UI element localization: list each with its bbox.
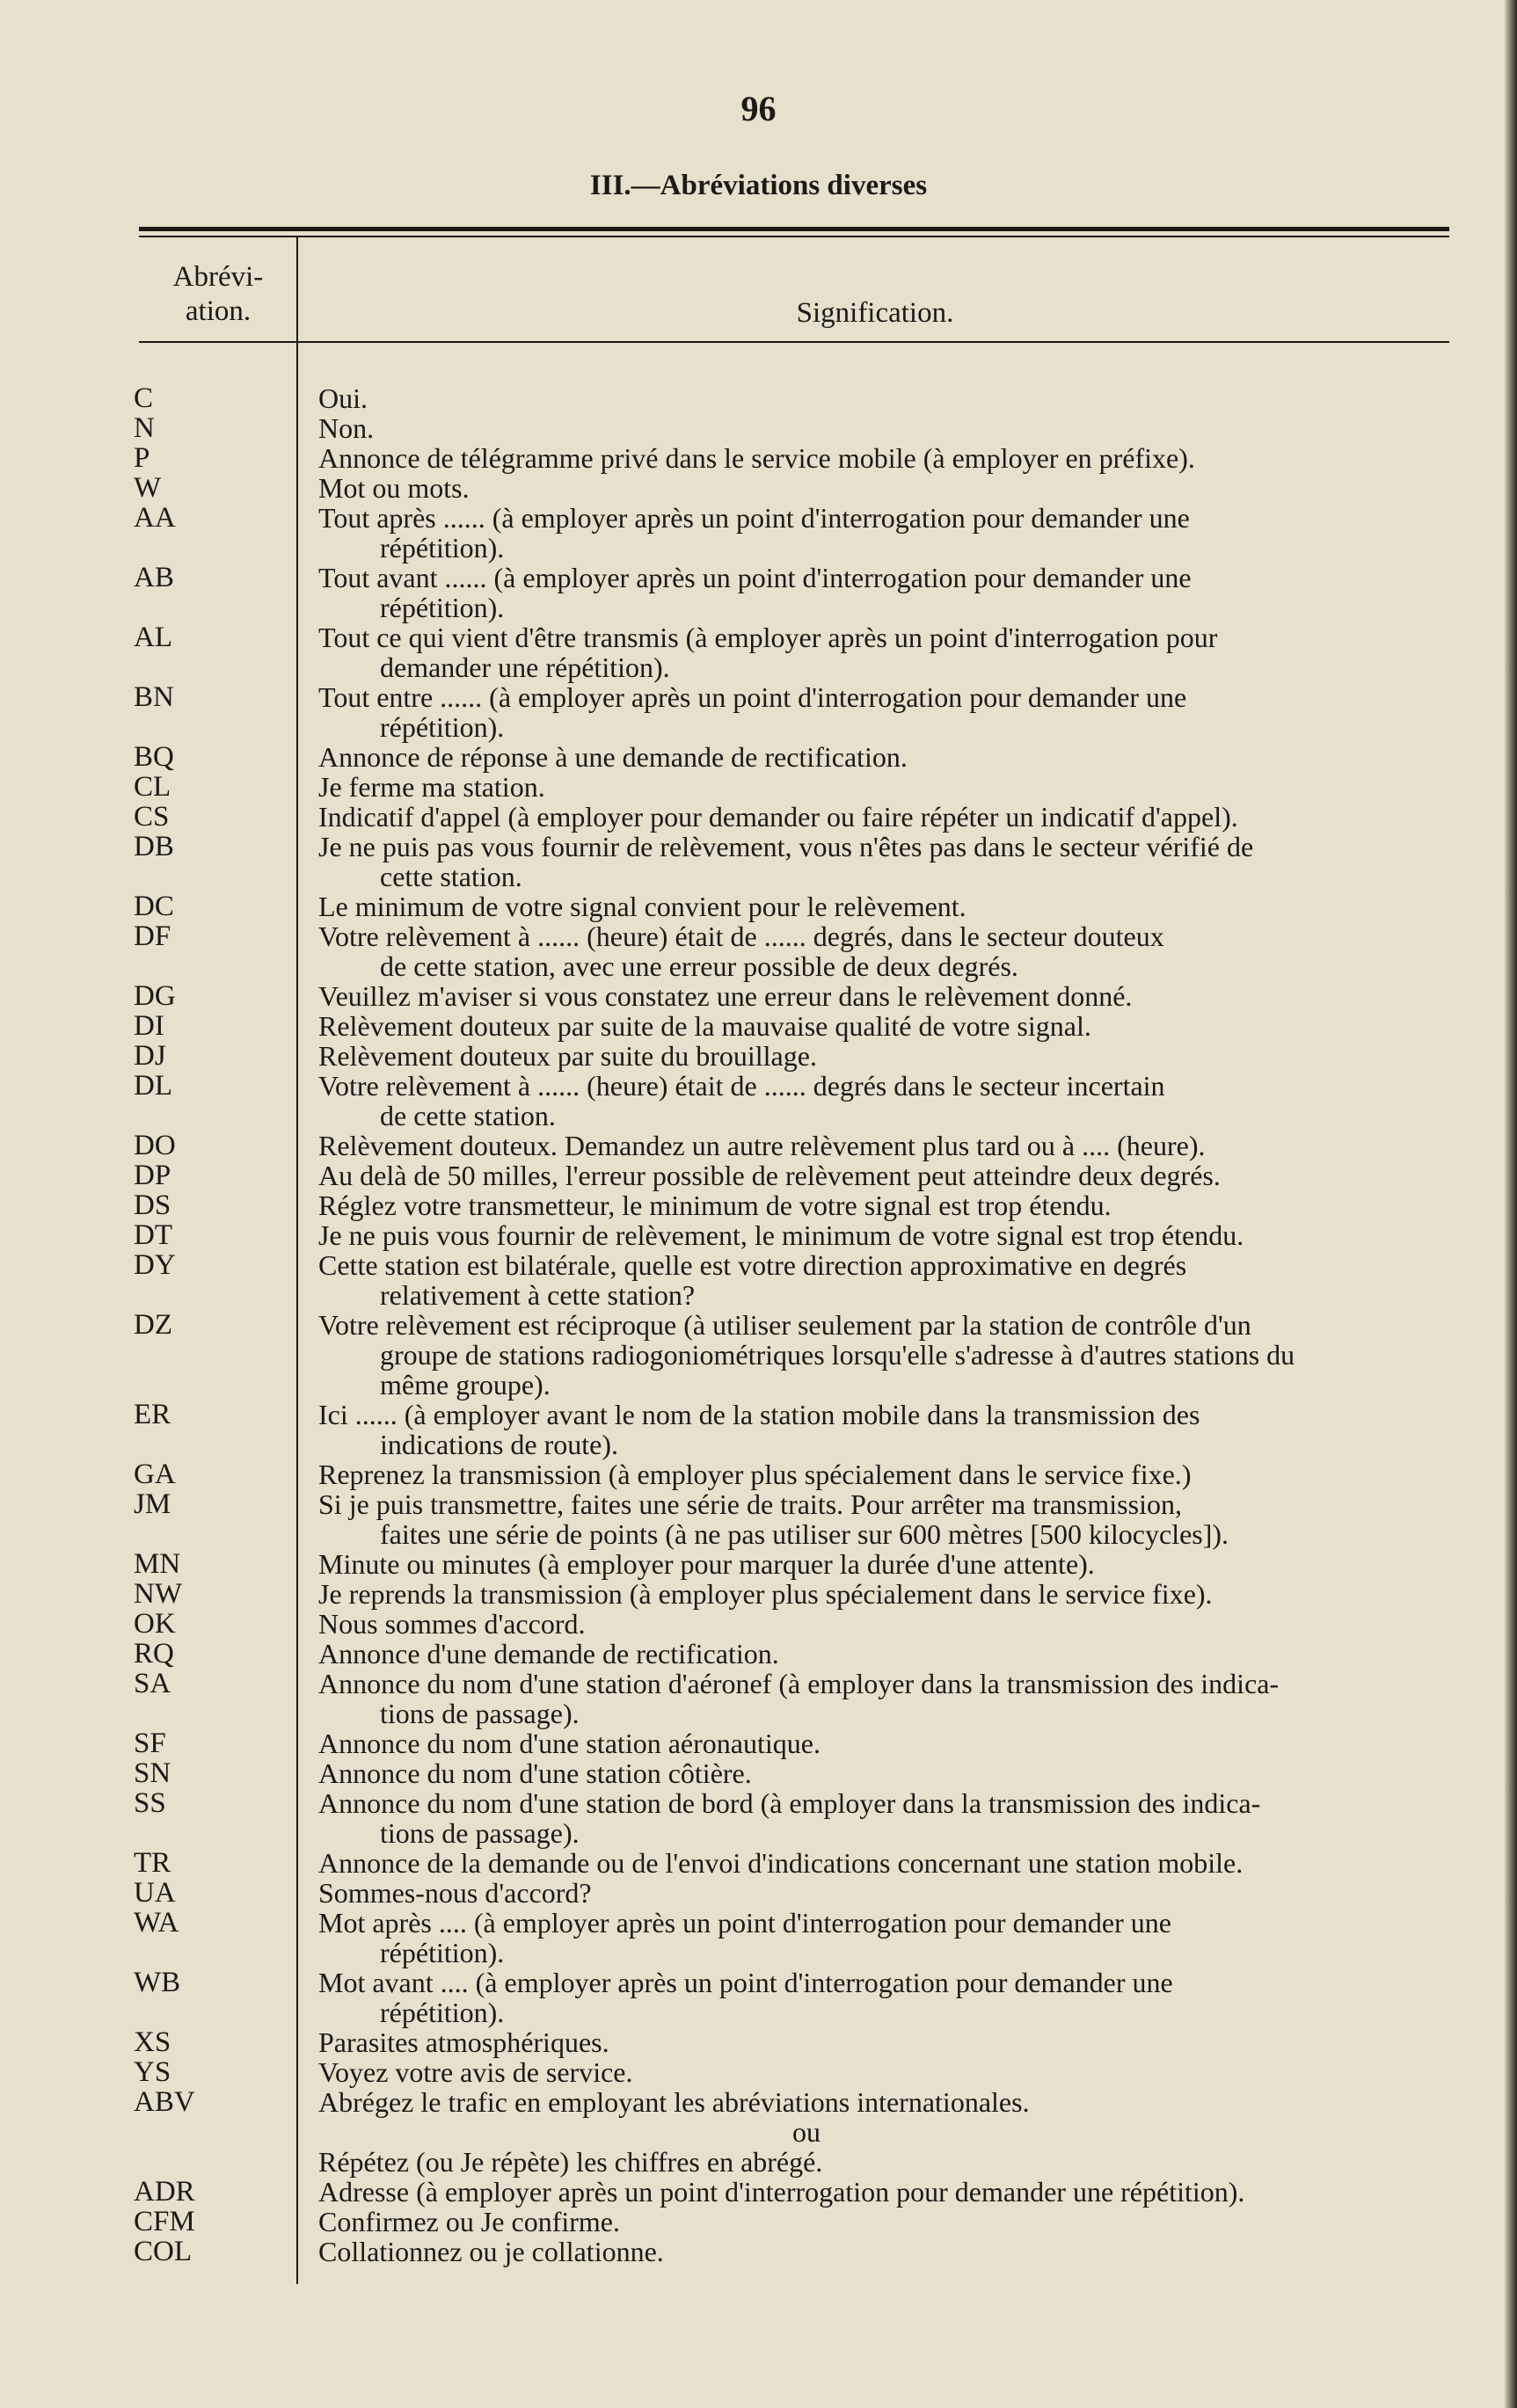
abbreviation-meaning xyxy=(311,413,1453,443)
abbreviation-code: XS xyxy=(134,2026,171,2058)
table-row xyxy=(0,2207,1517,2237)
meaning-line: Annonce de la demande ou de l'envoi d'indications concernant une station mobile. xyxy=(318,1847,1244,1879)
table-row xyxy=(0,1041,1517,1071)
meaning-line: Adresse (à employer après un point d'interrogation pour demander une répétition). xyxy=(318,2176,1245,2208)
abbreviation-meaning xyxy=(311,1669,1453,1728)
abbreviation-code: MN xyxy=(134,1548,181,1580)
table-row xyxy=(0,1250,1517,1310)
table-row xyxy=(0,1400,1517,1459)
abbreviation-code: SA xyxy=(134,1668,171,1699)
abbreviation-meaning xyxy=(311,802,1453,832)
abbreviation-meaning xyxy=(311,1878,1453,1908)
abbreviation-code: TR xyxy=(134,1847,171,1879)
meaning-line: Annonce de réponse à une demande de rectification. xyxy=(318,741,908,773)
abbreviation-meaning xyxy=(311,2237,1453,2266)
table-row xyxy=(0,1848,1517,1878)
abbreviation-code: NW xyxy=(134,1578,182,1610)
abbreviation-meaning xyxy=(311,2087,1453,2177)
meaning-line: Annonce du nom d'une station aéronautique. xyxy=(318,1728,820,1759)
abbreviation-code: YS xyxy=(134,2056,171,2088)
abbreviation-code: CL xyxy=(134,771,171,803)
abbreviation-meaning xyxy=(311,503,1453,563)
meaning-line: Je ne puis vous fournir de relèvement, le minimum de votre signal est trop étendu. xyxy=(318,1219,1244,1251)
abbreviation-meaning xyxy=(311,1160,1453,1190)
meaning-line: relativement à cette station? xyxy=(380,1279,696,1311)
meaning-line: Mot après .... (à employer après un point d'interrogation pour demander une xyxy=(318,1907,1171,1939)
abbreviation-meaning xyxy=(311,1609,1453,1639)
abbreviation-code: CFM xyxy=(134,2206,195,2237)
abbreviation-code: DT xyxy=(134,1219,172,1251)
table-row xyxy=(0,2237,1517,2266)
table-row xyxy=(0,2177,1517,2207)
table-row xyxy=(0,622,1517,682)
abbreviation-code: N xyxy=(134,412,155,444)
abbreviation-meaning xyxy=(311,563,1453,622)
abbreviation-meaning xyxy=(311,443,1453,473)
abbreviation-code: DC xyxy=(134,891,174,922)
abbreviation-code: AA xyxy=(134,502,176,534)
abbreviation-meaning xyxy=(311,622,1453,682)
abbreviation-meaning xyxy=(311,1041,1453,1071)
top-rule xyxy=(139,227,1449,231)
meaning-line: Je ne puis pas vous fournir de relèvement, vous n'êtes pas dans le secteur vérifié de xyxy=(318,831,1254,862)
meaning-line: Je ferme ma station. xyxy=(318,771,545,803)
abbreviation-code: SN xyxy=(134,1757,171,1789)
meaning-line: de cette station, avec une erreur possible de deux degrés. xyxy=(380,950,1018,982)
table-row xyxy=(0,383,1517,413)
table-row xyxy=(0,1609,1517,1639)
abbreviation-code: OK xyxy=(134,1608,176,1640)
meaning-line: Ici ...... (à employer avant le nom de la station mobile dans la transmission des xyxy=(318,1399,1200,1430)
abbreviation-code: DY xyxy=(134,1249,176,1281)
abbreviation-meaning xyxy=(311,1310,1453,1400)
table-row xyxy=(0,1310,1517,1400)
abbreviation-meaning xyxy=(311,1489,1453,1549)
meaning-line: Sommes-nous d'accord? xyxy=(318,1877,592,1909)
meaning-line: Je reprends la transmission (à employer plus spécialement dans le service fixe). xyxy=(318,1578,1213,1610)
meaning-line: Relèvement douteux. Demandez un autre relèvement plus tard ou à .... (heure). xyxy=(318,1130,1206,1161)
table-row xyxy=(0,682,1517,742)
table-row xyxy=(0,1639,1517,1669)
abbreviation-code: GA xyxy=(134,1459,176,1490)
abbreviation-code: DB xyxy=(134,831,174,862)
table-row xyxy=(0,2087,1517,2177)
meaning-line: de cette station. xyxy=(380,1100,556,1131)
meaning-line: Le minimum de votre signal convient pour le relèvement. xyxy=(318,891,966,922)
abbreviation-meaning xyxy=(311,981,1453,1011)
meaning-line: Votre relèvement est réciproque (à utiliser seulement par la station de contrôle d'un xyxy=(318,1309,1251,1341)
table-row xyxy=(0,1758,1517,1788)
table-row xyxy=(0,1071,1517,1131)
meaning-line: Annonce de télégramme privé dans le service mobile (à employer en préfixe). xyxy=(318,442,1195,474)
abbreviation-meaning xyxy=(311,1131,1453,1160)
abbreviation-code: BQ xyxy=(134,741,174,773)
meaning-line: Relèvement douteux par suite du brouillage. xyxy=(318,1040,817,1072)
table-row xyxy=(0,921,1517,981)
meaning-line: Au delà de 50 milles, l'erreur possible de relèvement peut atteindre deux degrés. xyxy=(318,1160,1221,1191)
abbreviation-meaning xyxy=(311,1579,1453,1609)
header-rule xyxy=(139,341,1449,343)
table-row xyxy=(0,742,1517,772)
table-row xyxy=(0,1788,1517,1848)
abbreviation-meaning xyxy=(311,772,1453,802)
table-row xyxy=(0,1669,1517,1728)
meaning-line: Annonce du nom d'une station de bord (à employer dans la transmission des indica- xyxy=(318,1787,1261,1819)
abbreviation-code: DG xyxy=(134,980,176,1012)
top-rule-thin xyxy=(139,236,1449,237)
abbreviation-meaning xyxy=(311,1549,1453,1579)
abbreviation-meaning xyxy=(311,2177,1453,2207)
abbreviation-meaning xyxy=(311,1400,1453,1459)
abbreviation-code: ADR xyxy=(134,2176,195,2208)
table-row xyxy=(0,1459,1517,1489)
abbreviation-code: AB xyxy=(134,562,174,593)
meaning-line: ou xyxy=(792,2116,820,2148)
meaning-line: Abrégez le trafic en employant les abréviations internationales. xyxy=(318,2086,1030,2118)
meaning-line: groupe de stations radiogoniométriques lorsqu'elle s'adresse à d'autres stations du xyxy=(380,1339,1295,1371)
abbreviation-code: RQ xyxy=(134,1638,174,1670)
meaning-line: Voyez votre avis de service. xyxy=(318,2056,633,2088)
abbreviation-meaning xyxy=(311,832,1453,891)
meaning-line: faites une série de points (à ne pas utiliser sur 600 mètres [500 kilocycles]). xyxy=(380,1518,1229,1550)
abbreviation-code: DO xyxy=(134,1130,176,1161)
column-header-abbreviation: Abrévi-ation. xyxy=(172,261,264,327)
abbreviation-table xyxy=(0,383,1517,2266)
table-row xyxy=(0,1549,1517,1579)
meaning-line: Votre relèvement à ...... (heure) était de ...... degrés, dans le secteur douteux xyxy=(318,920,1164,952)
meaning-line: cette station. xyxy=(380,861,522,892)
abbreviation-code: SF xyxy=(134,1728,166,1759)
abbreviation-meaning xyxy=(311,1459,1453,1489)
meaning-line: répétition). xyxy=(380,592,505,623)
abbreviation-code: W xyxy=(134,472,162,504)
abbreviation-code: AL xyxy=(134,622,172,653)
meaning-line: Oui. xyxy=(318,382,368,414)
meaning-line: Tout ce qui vient d'être transmis (à employer après un point d'interrogation pour xyxy=(318,622,1218,653)
abbreviation-code: UA xyxy=(134,1877,176,1909)
abbreviation-meaning xyxy=(311,473,1453,503)
meaning-line: Relèvement douteux par suite de la mauvaise qualité de votre signal. xyxy=(318,1010,1091,1042)
table-row xyxy=(0,891,1517,921)
abbreviation-code: DZ xyxy=(134,1309,172,1341)
abbreviation-code: DI xyxy=(134,1010,164,1042)
abbreviation-meaning xyxy=(311,1190,1453,1220)
meaning-line: tions de passage). xyxy=(380,1698,580,1729)
abbreviation-code: DS xyxy=(134,1189,171,1221)
abbreviation-code: WA xyxy=(134,1907,179,1939)
table-row xyxy=(0,473,1517,503)
meaning-line: Non. xyxy=(318,412,375,444)
abbreviation-code: BN xyxy=(134,681,174,713)
meaning-line: Reprenez la transmission (à employer plus spécialement dans le service fixe.) xyxy=(318,1459,1192,1490)
table-row xyxy=(0,503,1517,563)
table-row xyxy=(0,443,1517,473)
abbreviation-meaning xyxy=(311,2057,1453,2087)
table-row xyxy=(0,413,1517,443)
meaning-line: Répétez (ou Je répète) les chiffres en abrégé. xyxy=(318,2146,823,2178)
meaning-line: répétition). xyxy=(380,532,505,564)
table-row xyxy=(0,1908,1517,1968)
meaning-line: Mot ou mots. xyxy=(318,472,470,504)
abbreviation-meaning xyxy=(311,2207,1453,2237)
abbreviation-code: CS xyxy=(134,801,170,833)
abbreviation-meaning xyxy=(311,1968,1453,2027)
table-row xyxy=(0,1728,1517,1758)
abbreviation-meaning xyxy=(311,682,1453,742)
table-row xyxy=(0,1878,1517,1908)
meaning-line: répétition). xyxy=(380,1937,505,1968)
abbreviation-meaning xyxy=(311,1848,1453,1878)
abbreviation-code: SS xyxy=(134,1787,166,1819)
meaning-line: Tout après ...... (à employer après un point d'interrogation pour demander une xyxy=(318,502,1190,534)
abbreviation-meaning xyxy=(311,1071,1453,1131)
meaning-line: indications de route). xyxy=(380,1429,619,1460)
abbreviation-code: JM xyxy=(134,1488,171,1520)
meaning-line: Parasites atmosphériques. xyxy=(318,2026,609,2058)
meaning-line: Si je puis transmettre, faites une série de traits. Pour arrêter ma transmission, xyxy=(318,1488,1182,1520)
abbreviation-code: ABV xyxy=(134,2086,195,2118)
meaning-line: Annonce du nom d'une station côtière. xyxy=(318,1757,752,1789)
table-row xyxy=(0,981,1517,1011)
meaning-line: Veuillez m'aviser si vous constatez une erreur dans le relèvement donné. xyxy=(318,980,1133,1012)
meaning-line: répétition). xyxy=(380,711,505,743)
abbreviation-meaning xyxy=(311,1250,1453,1310)
abbreviation-meaning xyxy=(311,1011,1453,1041)
abbreviation-meaning xyxy=(311,742,1453,772)
abbreviation-meaning xyxy=(311,2027,1453,2057)
abbreviation-code: P xyxy=(134,442,150,474)
table-row xyxy=(0,2027,1517,2057)
abbreviation-meaning xyxy=(311,383,1453,413)
meaning-line: Réglez votre transmetteur, le minimum de votre signal est trop étendu. xyxy=(318,1189,1112,1221)
meaning-line: même groupe). xyxy=(380,1369,551,1400)
meaning-line: Collationnez ou je collationne. xyxy=(318,2236,664,2267)
table-row xyxy=(0,772,1517,802)
meaning-line: demander une répétition). xyxy=(380,651,670,683)
column-header-meaning: Signification. xyxy=(796,297,954,329)
abbreviation-meaning xyxy=(311,1758,1453,1788)
abbreviation-meaning xyxy=(311,1788,1453,1848)
meaning-line: Tout avant ...... (à employer après un point d'interrogation pour demander une xyxy=(318,562,1192,593)
abbreviation-code: DL xyxy=(134,1070,172,1102)
meaning-line: Annonce du nom d'une station d'aéronef (à employer dans la transmission des indica- xyxy=(318,1668,1280,1699)
table-row xyxy=(0,1131,1517,1160)
table-row xyxy=(0,563,1517,622)
meaning-line: Confirmez ou Je confirme. xyxy=(318,2206,620,2237)
abbreviation-meaning xyxy=(311,1908,1453,1968)
table-row xyxy=(0,1489,1517,1549)
meaning-line: Cette station est bilatérale, quelle est votre direction approximative en degrés xyxy=(318,1249,1187,1281)
table-row xyxy=(0,1220,1517,1250)
table-row xyxy=(0,1968,1517,2027)
abbreviation-meaning xyxy=(311,1728,1453,1758)
abbreviation-meaning xyxy=(311,891,1453,921)
section-title: III.—Abréviations diverses xyxy=(589,170,928,201)
table-row xyxy=(0,832,1517,891)
abbreviation-code: DF xyxy=(134,920,171,952)
table-row xyxy=(0,802,1517,832)
abbreviation-meaning xyxy=(311,1220,1453,1250)
table-row xyxy=(0,1011,1517,1041)
abbreviation-code: COL xyxy=(134,2236,192,2267)
table-row xyxy=(0,1579,1517,1609)
abbreviation-meaning xyxy=(311,921,1453,981)
abbreviation-code: ER xyxy=(134,1399,171,1430)
abbreviation-meaning xyxy=(311,1639,1453,1669)
table-row xyxy=(0,1190,1517,1220)
meaning-line: Nous sommes d'accord. xyxy=(318,1608,586,1640)
abbreviation-code: DP xyxy=(134,1160,171,1191)
table-row xyxy=(0,2057,1517,2087)
meaning-line: Tout entre ...... (à employer après un point d'interrogation pour demander une xyxy=(318,681,1187,713)
page-number: 96 xyxy=(740,89,777,128)
meaning-line: répétition). xyxy=(380,1997,505,2028)
abbreviation-code: WB xyxy=(134,1967,181,1998)
table-row xyxy=(0,1160,1517,1190)
meaning-line: tions de passage). xyxy=(380,1817,580,1849)
abbreviation-code: DJ xyxy=(134,1040,166,1072)
meaning-line: Indicatif d'appel (à employer pour demander ou faire répéter un indicatif d'appel). xyxy=(318,801,1238,833)
meaning-line: Minute ou minutes (à employer pour marquer la durée d'une attente). xyxy=(318,1548,1095,1580)
meaning-line: Mot avant .... (à employer après un point d'interrogation pour demander une xyxy=(318,1967,1173,1998)
meaning-line: Annonce d'une demande de rectification. xyxy=(318,1638,779,1670)
abbreviation-code: C xyxy=(134,382,154,414)
meaning-line: Votre relèvement à ...... (heure) était de ...... degrés dans le secteur incertain xyxy=(318,1070,1165,1102)
